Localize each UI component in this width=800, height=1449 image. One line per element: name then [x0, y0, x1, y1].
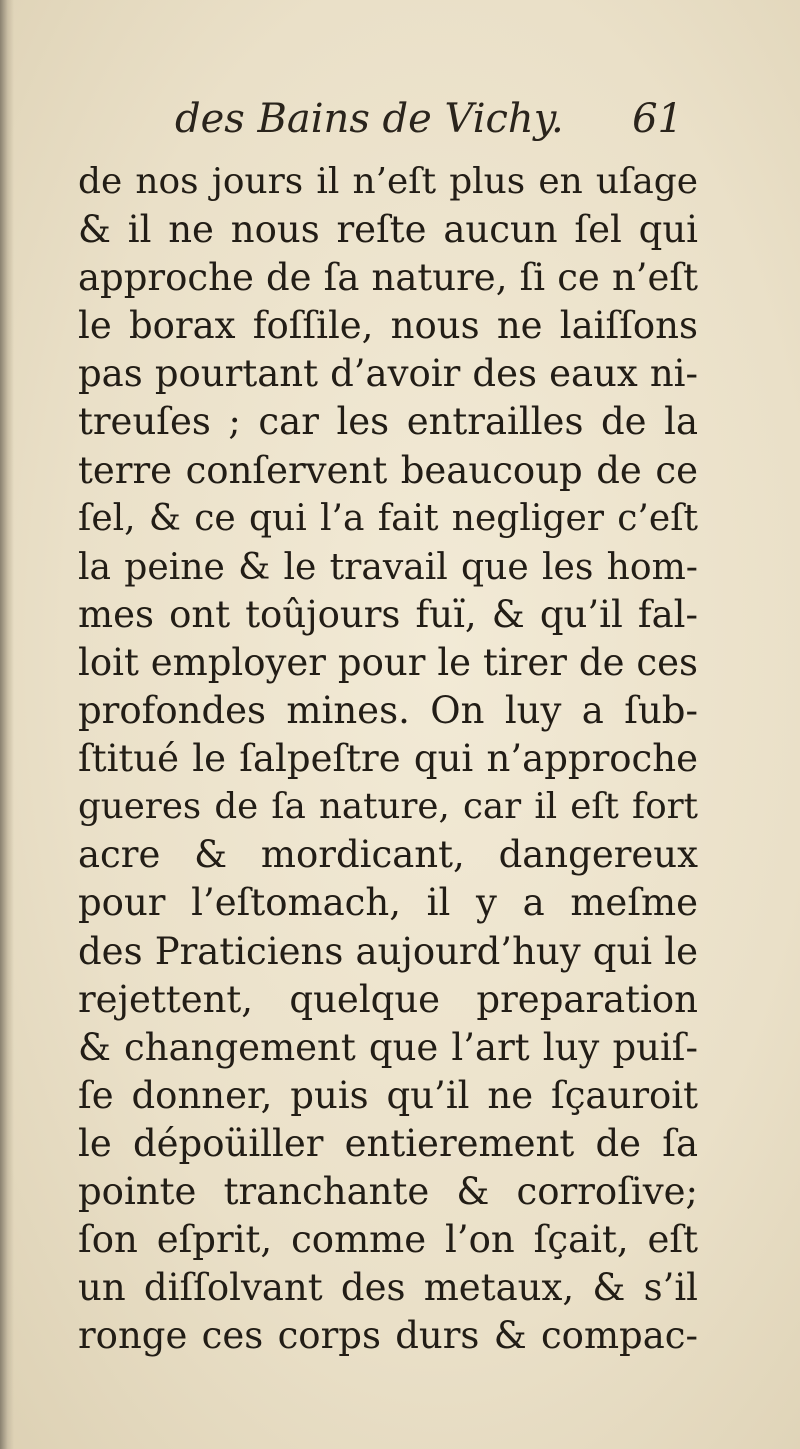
text-line: des Praticiens aujourd’huy qui le — [78, 929, 698, 973]
binding-edge — [0, 0, 14, 1449]
text-line: approche de ſa nature, ſi ce n’eſt — [78, 256, 698, 300]
text-line: treuſes ; car les entrailles de la — [78, 400, 698, 444]
text-line: pas pourtant d’avoir des eaux ni- — [78, 352, 698, 396]
text-line: & changement que l’art luy puiſ- — [78, 1025, 698, 1069]
text-line: gueres de ſa nature, car il eſt fort — [78, 786, 698, 828]
text-line: de nos jours il n’eſt plus en uſage — [78, 161, 698, 202]
text-line: le dépoüiller entierement de ſa — [78, 1121, 698, 1165]
text-line: profondes mines. On luy a ſub- — [78, 689, 698, 733]
text-line: ſon eſprit, comme l’on ſçait, eſt — [78, 1218, 698, 1262]
page-number: 61 — [632, 96, 683, 142]
text-line: loit employer pour le tirer de ces — [78, 640, 698, 684]
text-line: rejettent, quelque preparation — [78, 977, 698, 1021]
text-line: la peine & le travail que les hom- — [78, 545, 698, 588]
text-line: pour l’eſtomach, il y a meſme — [78, 881, 698, 925]
text-line: ſe donner, puis qu’il ne ſçauroit — [78, 1073, 698, 1117]
running-title: des Bains de Vichy. — [175, 96, 564, 142]
running-head — [175, 96, 695, 156]
text-line: & il ne nous reſte aucun ſel qui — [78, 208, 698, 252]
text-line: pointe tranchante & corroſive; — [78, 1169, 698, 1213]
text-body — [78, 158, 698, 1360]
text-line: mes ont toûjours fuï, & qu’il fal- — [78, 592, 698, 636]
text-line: le borax foſſile, nous ne laiſſons — [78, 304, 698, 348]
text-line: un diſſolvant des metaux, & s’il — [78, 1266, 698, 1310]
text-line: terre conſervent beaucoup de ce — [78, 448, 698, 492]
text-line: acre & mordicant, dangereux — [78, 833, 698, 877]
text-line: ronge ces corps durs & compac- — [78, 1314, 698, 1358]
text-line: ſtitué le ſalpeſtre qui n’approche — [78, 737, 698, 781]
text-line: ſel, & ce qui l’a fait negliger c’eſt — [78, 497, 698, 539]
